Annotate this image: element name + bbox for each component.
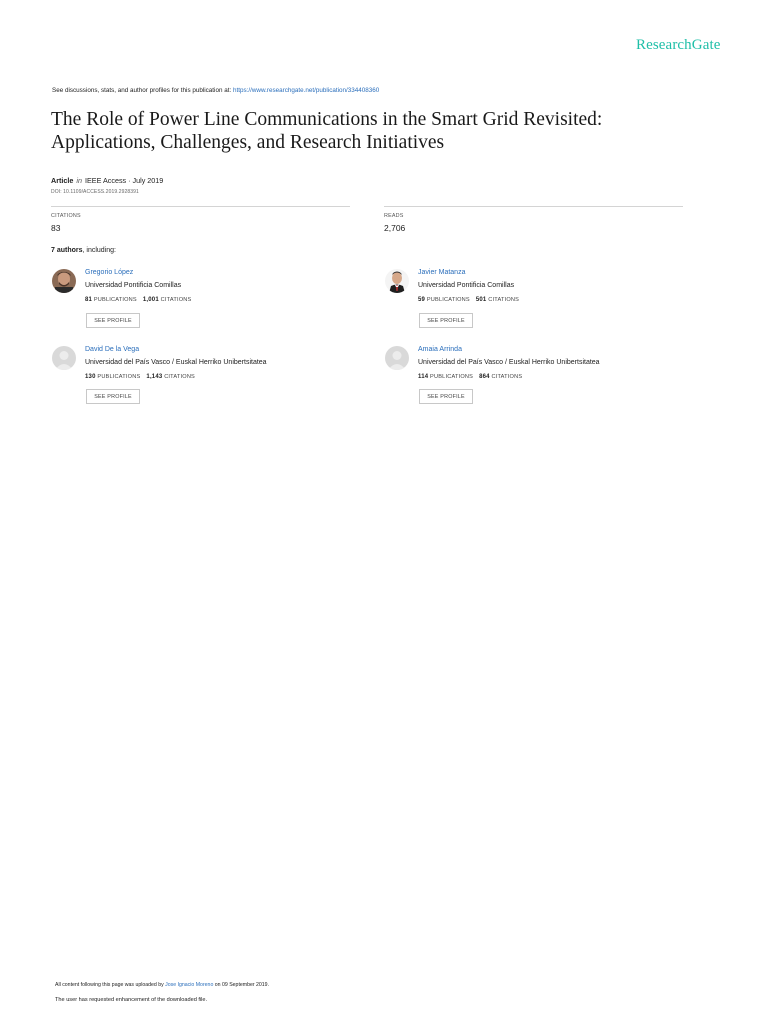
citations-label: CITATIONS xyxy=(160,297,192,303)
upload-prefix: All content following this page was uploaded by xyxy=(55,982,166,988)
publications-label: PUBLICATIONS xyxy=(93,297,137,303)
authors-summary xyxy=(51,247,116,254)
reads-value: 2,706 xyxy=(384,223,406,233)
publications-label: PUBLICATIONS xyxy=(97,374,141,380)
authors-count: 7 authors xyxy=(51,247,83,254)
researchgate-logo[interactable]: ResearchGate xyxy=(636,37,721,53)
citations-label: CITATIONS xyxy=(164,374,195,380)
see-profile-button[interactable]: SEE PROFILE xyxy=(86,313,140,328)
see-profile-button[interactable]: SEE PROFILE xyxy=(86,389,140,404)
citations-label: CITATIONS xyxy=(488,297,520,303)
see-profile-button[interactable]: SEE PROFILE xyxy=(419,389,473,404)
venue-date: IEEE Access · July 2019 xyxy=(84,176,164,185)
reads-label: READS xyxy=(384,213,404,219)
publications-count: 81 xyxy=(85,297,93,303)
doi: DOI: 10.1109/ACCESS.2019.2928391 xyxy=(51,189,139,195)
citations-value: 83 xyxy=(51,223,61,233)
author-institution: Universidad Pontificia Comillas xyxy=(418,282,515,289)
citations-count: 1,143 xyxy=(146,374,163,380)
reads-divider xyxy=(384,206,683,207)
author-stats xyxy=(85,374,195,380)
author-name-link[interactable]: David De la Vega xyxy=(85,346,140,353)
article-title-line-2: Applications, Challenges, and Research Initiatives xyxy=(51,132,445,153)
upload-note xyxy=(55,982,269,988)
author-stats xyxy=(418,374,522,380)
author-avatar-photo[interactable] xyxy=(385,269,409,293)
citations-divider xyxy=(51,206,350,207)
publications-count: 59 xyxy=(418,297,426,303)
author-stats xyxy=(418,297,519,303)
article-meta xyxy=(51,176,163,185)
user-placeholder-icon xyxy=(385,346,409,370)
citations-count: 1,001 xyxy=(142,297,159,303)
author-institution: Universidad del País Vasco / Euskal Herriko Unibertsitatea xyxy=(85,359,267,366)
see-profile-button[interactable]: SEE PROFILE xyxy=(419,313,473,328)
publication-link[interactable]: https://www.researchgate.net/publication/334408360 xyxy=(232,87,380,94)
citations-count: 501 xyxy=(475,297,487,303)
publications-label: PUBLICATIONS xyxy=(426,297,470,303)
author-institution: Universidad del País Vasco / Euskal Herriko Unibertsitatea xyxy=(418,359,600,366)
enhancement-note: The user has requested enhancement of the downloaded file. xyxy=(55,997,208,1003)
article-title-line-1: The Role of Power Line Communications in the Smart Grid Revisited: xyxy=(51,109,603,130)
in-word: in xyxy=(76,176,82,185)
upload-suffix: on 09 September 2019. xyxy=(213,982,270,988)
author-avatar-placeholder[interactable] xyxy=(52,346,76,370)
article-type: Article xyxy=(51,176,74,185)
publications-count: 130 xyxy=(85,374,96,380)
author-name-link[interactable]: Javier Matanza xyxy=(418,269,466,276)
authors-suffix: , including: xyxy=(82,247,116,254)
user-placeholder-icon xyxy=(52,346,76,370)
citations-label: CITATIONS xyxy=(491,374,523,380)
author-avatar-photo[interactable] xyxy=(52,269,76,293)
article-title xyxy=(51,108,691,154)
citations-label: CITATIONS xyxy=(51,213,81,219)
citations-count: 864 xyxy=(479,374,490,380)
author-name-link[interactable]: Gregorio López xyxy=(85,269,134,276)
author-institution: Universidad Pontificia Comillas xyxy=(85,282,182,289)
publications-label: PUBLICATIONS xyxy=(430,374,474,380)
author-photo-icon xyxy=(52,269,76,293)
author-stats xyxy=(85,297,191,303)
see-discussions-text: See discussions, stats, and author profiles for this publication at: xyxy=(52,87,233,94)
author-avatar-placeholder[interactable] xyxy=(385,346,409,370)
author-photo-icon xyxy=(385,269,409,293)
uploader-link[interactable]: Jose Ignacio Moreno xyxy=(165,982,214,988)
see-discussions-line xyxy=(52,87,379,94)
publications-count: 114 xyxy=(418,374,429,380)
author-name-link[interactable]: Amaia Arrinda xyxy=(418,346,462,353)
